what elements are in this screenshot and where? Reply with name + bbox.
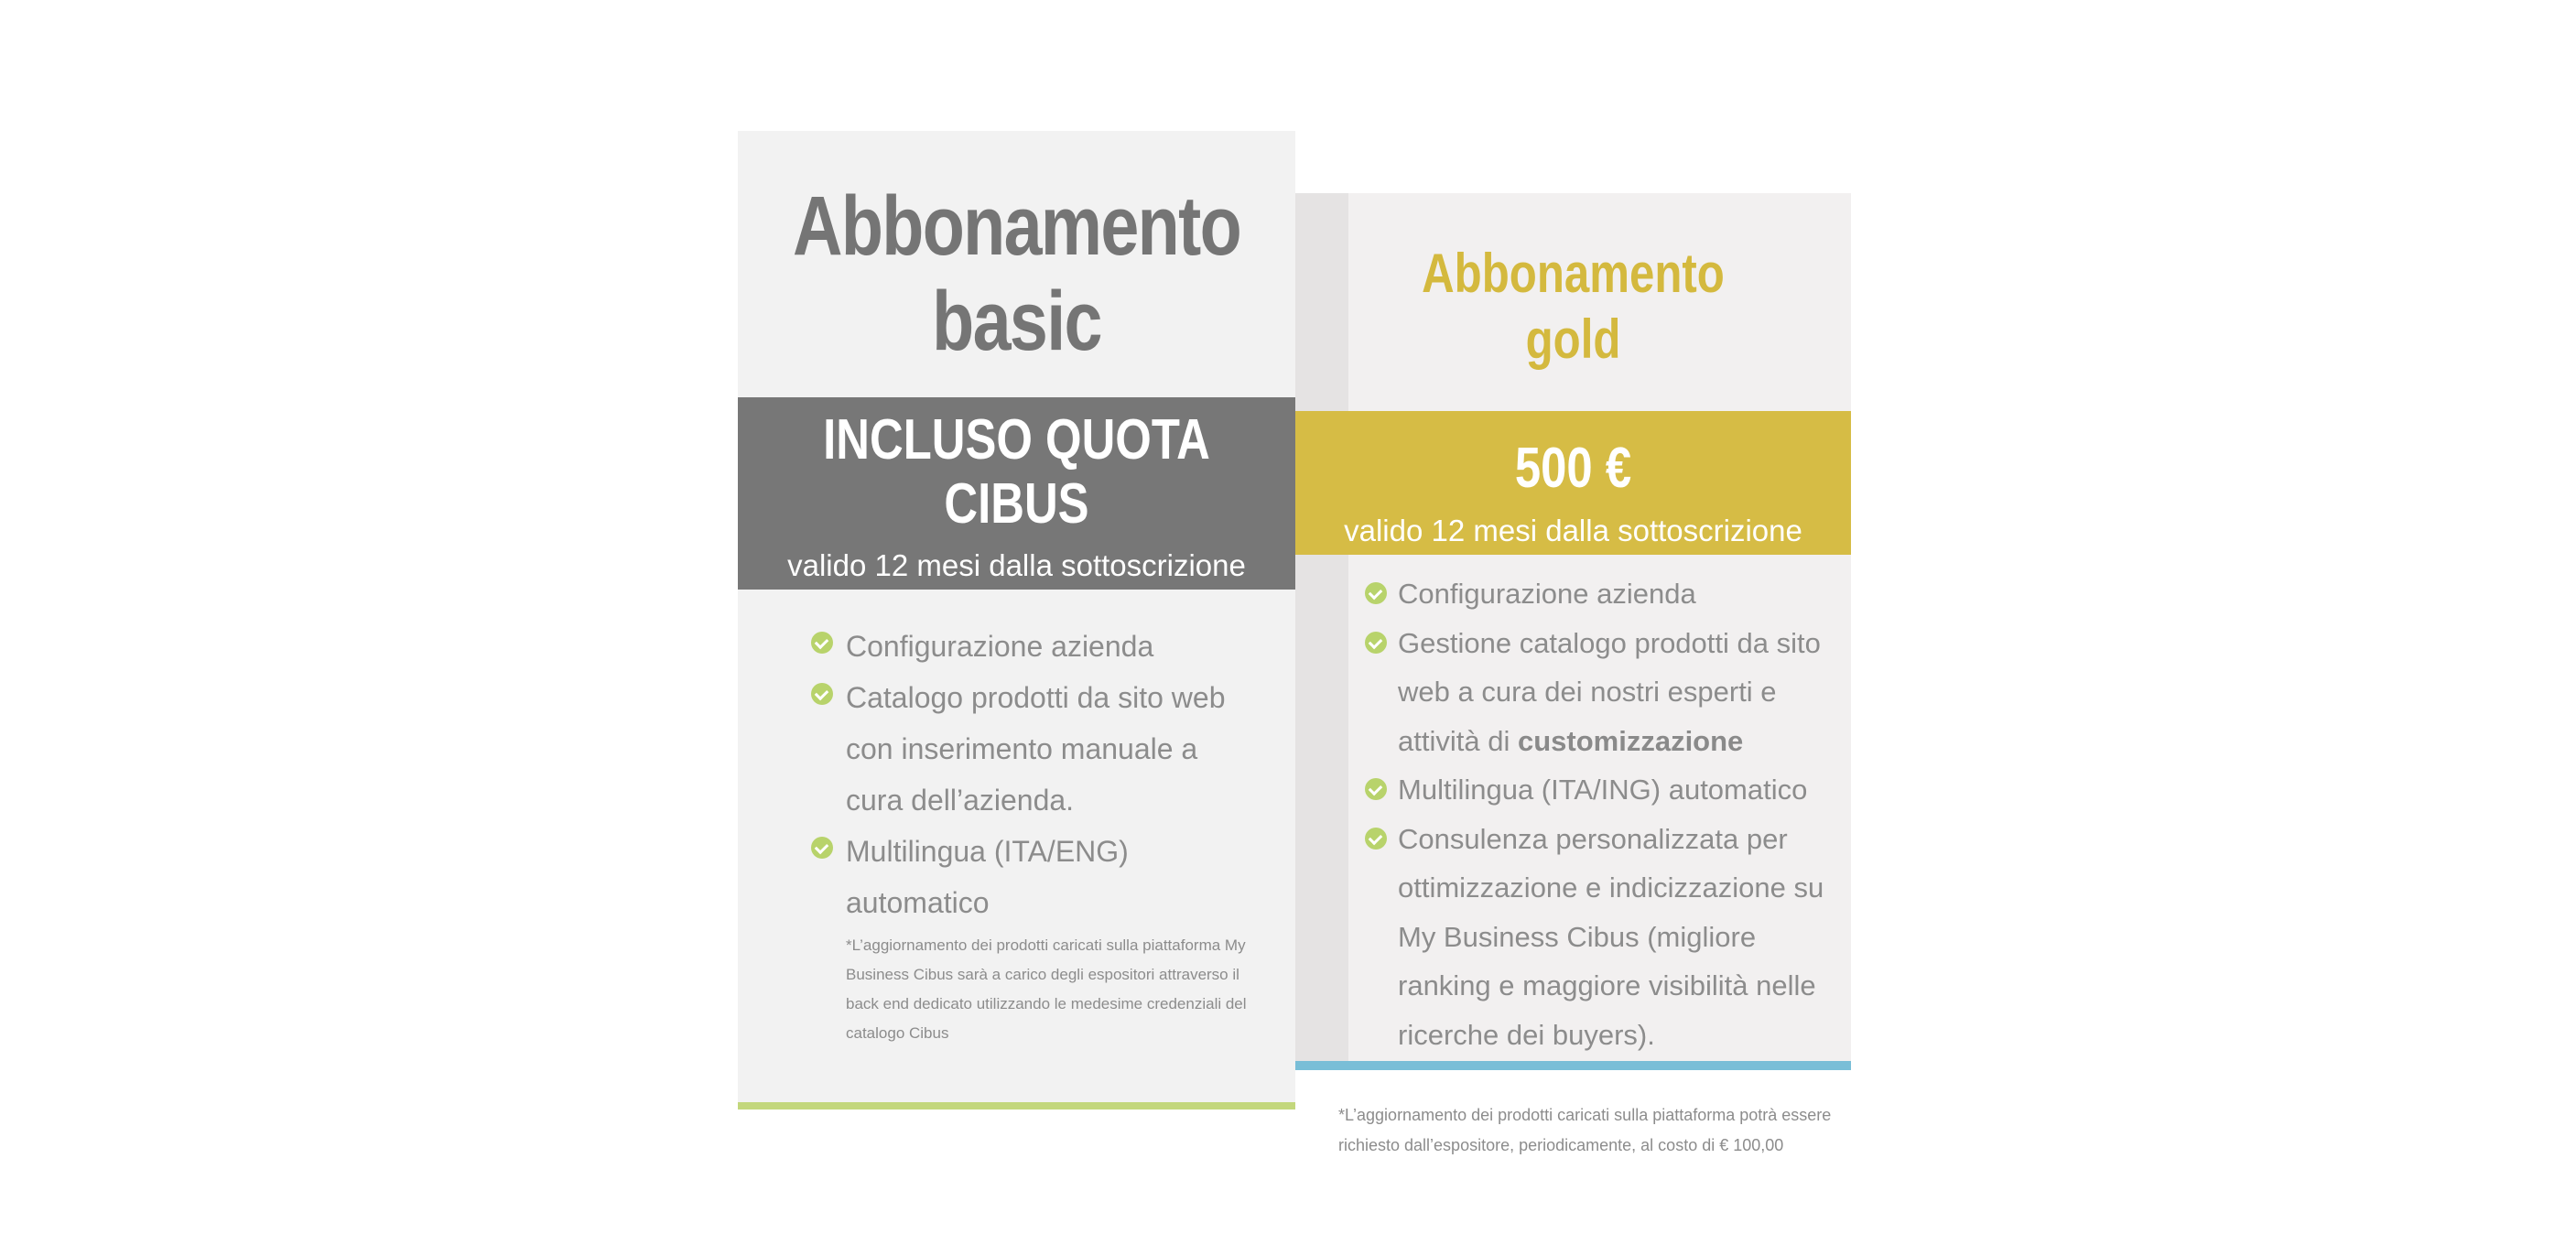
basic-plan-title [788,179,1245,369]
feature-text: Multilingua (ITA/ENG) automatico [846,835,1129,919]
check-circle-icon [1365,632,1387,654]
list-item [1359,765,1835,815]
feature-text: Consulenza personalizzata per ottimizzazione e indicizzazione su My Business Cibus (migliore ranking e maggiore visibilità nelle ricerche dei buyers). [1398,822,1824,1051]
basic-price-band [738,397,1295,590]
gold-plan-card [1295,193,1851,1070]
basic-plan-card [738,131,1295,1110]
gold-validity: valido 12 mesi dalla sottoscrizione [1344,514,1802,547]
check-circle-icon [1365,582,1387,604]
check-circle-icon [811,683,833,705]
feature-text: Catalogo prodotti da sito web con inserimento manuale a cura dell’azienda. [846,681,1226,817]
basic-price-line1: INCLUSO QUOTA [823,408,1210,471]
check-circle-icon [811,632,833,654]
basic-feature-list [804,621,1261,928]
gold-price: 500 € [1514,437,1632,500]
check-circle-icon [1365,778,1387,800]
gold-footnote: *L’aggiornamento dei prodotti caricati sulla piattaforma potrà essere richiesto dall’espositore, periodicamente, al costo di € 100,00 [1338,1106,1832,1154]
basic-price-line2: CIBUS [944,472,1089,536]
feature-text: Configurazione azienda [846,630,1154,663]
basic-validity: valido 12 mesi dalla sottoscrizione [787,548,1246,582]
gold-plan-title [1346,241,1802,373]
list-item [1359,619,1835,766]
gold-title-line2: gold [1525,308,1621,370]
list-item [1359,815,1835,1060]
basic-footnote: *L’aggiornamento dei prodotti caricati sulla piattaforma My Business Cibus sarà a carico degli espositori attraverso il back end dedicato utilizzando le medesime credenziali del catalogo Cibus [846,936,1247,1042]
list-item [804,621,1261,672]
feature-text: Configurazione azienda [1398,578,1696,610]
gold-feature-list [1359,569,1835,1059]
gold-title-line1: Abbonamento [1422,243,1725,304]
card-overlap-shadow [1295,193,1348,1061]
feature-bold-text: customizzazione [1517,724,1744,757]
basic-price [788,408,1245,536]
basic-title-line1: Abbonamento [792,179,1241,273]
list-item [804,826,1261,928]
check-circle-icon [811,837,833,859]
list-item [1359,569,1835,619]
basic-title-line2: basic [932,275,1101,368]
gold-price-band [1295,411,1851,555]
feature-text: Gestione catalogo prodotti da sito web a cura dei nostri esperti e attività di [1398,626,1821,757]
list-item [804,672,1261,826]
check-circle-icon [1365,828,1387,850]
feature-text: Multilingua (ITA/ING) automatico [1398,774,1808,806]
